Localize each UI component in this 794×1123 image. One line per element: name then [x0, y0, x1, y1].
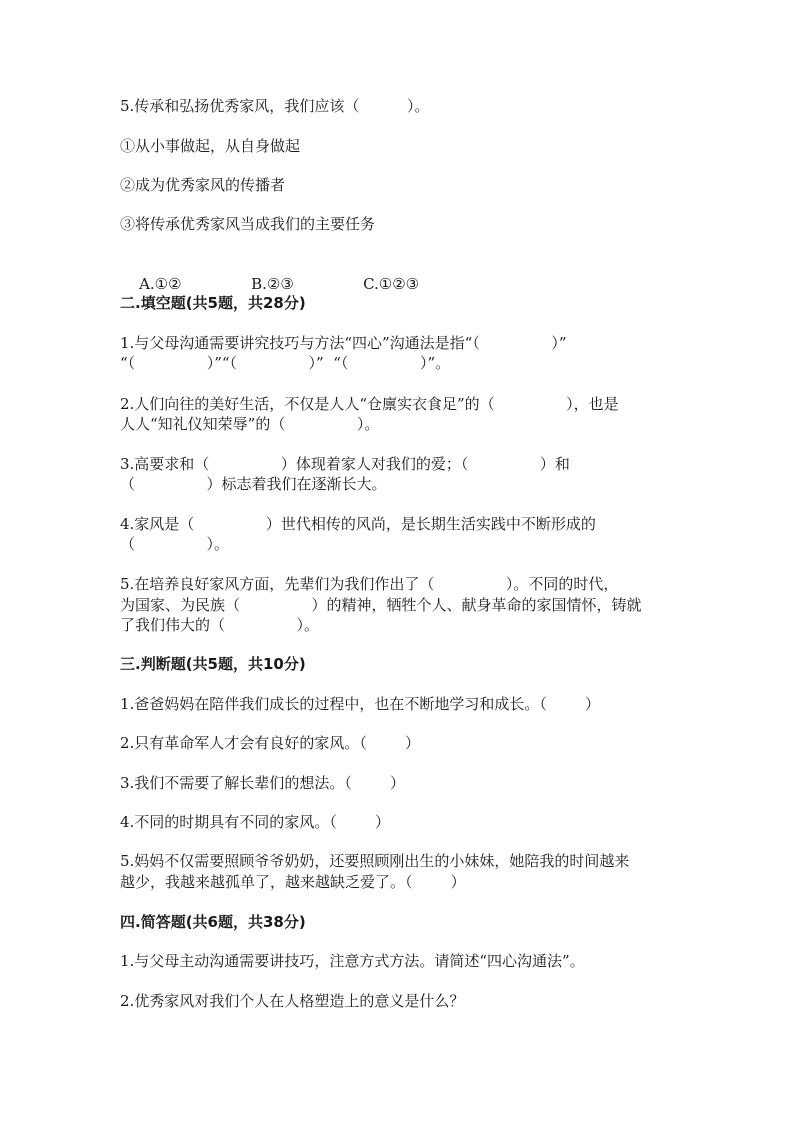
judge-q3: 3.我们不需要了解长辈们的想法。（ ）: [120, 774, 405, 792]
option-a: A.①②: [139, 275, 182, 293]
fill-q5-line2: 为国家、为民族（ ）的精神，牺牲个人、献身革命的家国情怀，铸就: [120, 596, 642, 614]
fill-q5-line3: 了我们伟大的（ ）。: [120, 616, 320, 634]
short-q2: 2.优秀家风对我们个人在人格塑造上的意义是什么？: [120, 992, 465, 1010]
question-5-item-3: ③将传承优秀家风当成我们的主要任务: [120, 215, 376, 233]
option-b: B.②③: [251, 275, 294, 293]
question-5-item-1: ①从小事做起，从自身做起: [120, 137, 301, 155]
option-c: C.①②③: [363, 275, 420, 293]
section-4-title: 四.简答题(共6题，共38分): [120, 913, 306, 931]
fill-q3-line1: 3.高要求和（ ）体现着家人对我们的爱；（ ）和: [120, 455, 570, 473]
short-q1: 1.与父母主动沟通需要讲技巧，注意方式方法。请简述“四心沟通法”。: [120, 952, 585, 970]
fill-q3-line2: （ ）标志着我们在逐渐长大。: [120, 475, 387, 493]
section-3-title: 三.判断题(共5题，共10分): [120, 655, 306, 673]
question-5-stem: 5.传承和弘扬优秀家风，我们应该（ ）。: [120, 97, 430, 115]
judge-q1: 1.爸爸妈妈在陪伴我们成长的过程中，也在不断地学习和成长。（ ）: [120, 695, 600, 713]
question-5-item-2: ②成为优秀家风的传播者: [120, 176, 286, 194]
fill-q1-line1: 1.与父母沟通需要讲究技巧与方法“四心”沟通法是指“（ ）”: [120, 334, 567, 352]
fill-q2-line2: 人人“知礼仪知荣辱”的（ ）。: [120, 415, 380, 433]
judge-q2: 2.只有革命军人才会有良好的家风。（ ）: [120, 734, 420, 752]
section-2-title: 二.填空题(共5题，共28分): [120, 294, 306, 312]
judge-q4: 4.不同的时期具有不同的家风。（ ）: [120, 813, 390, 831]
fill-q1-line2: “（ ）”“（ ）” “（ ）”。: [120, 354, 451, 372]
fill-q4-line1: 4.家风是（ ）世代相传的风尚，是长期生活实践中不断形成的: [120, 515, 596, 533]
judge-q5-line2: 越少，我越来越孤单了，越来越缺乏爱了。（ ）: [120, 873, 466, 891]
judge-q5-line1: 5.妈妈不仅需要照顾爷爷奶奶，还要照顾刚出生的小妹妹，她陪我的时间越来: [120, 852, 630, 870]
fill-q2-line1: 2.人们向往的美好生活，不仅是人人“仓廪实衣食足”的（ ），也是: [120, 395, 619, 413]
fill-q5-line1: 5.在培养良好家风方面，先辈们为我们作出了（ ）。不同的时代，: [120, 575, 619, 593]
fill-q4-line2: （ ）。: [120, 535, 230, 553]
